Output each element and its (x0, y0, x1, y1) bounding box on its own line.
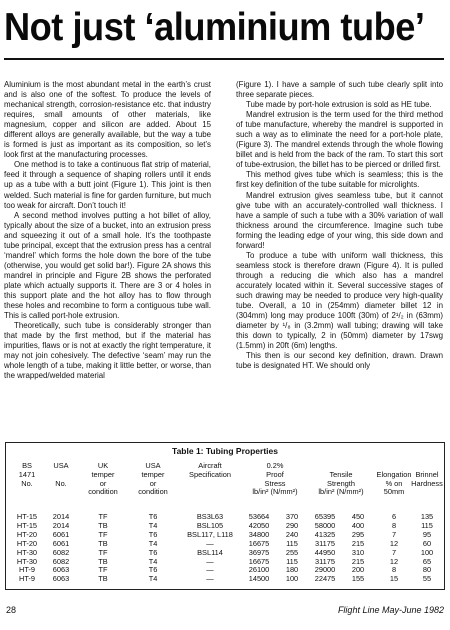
paragraph: Tube made by port-hole extrusion is sold as HE tube. (246, 100, 432, 110)
cell-tensile-lb: 22475 (314, 574, 336, 584)
cell-tensile-nmm: 155 (351, 574, 365, 584)
cell-proof-nmm: 100 (285, 574, 299, 584)
header-proof-stress: 0.2% Proof Stress lb/in² (N/mm²) (252, 461, 298, 497)
paragraph: Mandrel extrusion gives seamless tube, but it cannot give tube with an accurately-controlled wall thickness. I have a sample of such a tube with a 30% variation of wall thickness around the circumference. Imagine such tube forming the leading edge of your wing, this side down and forward! (236, 190, 443, 250)
cell-proof-nmm: 370 (285, 512, 299, 521)
header-elongation: Elongation % on 50mm (376, 469, 412, 497)
header-tensile-strength: Tensile Strength lb/in² (N/mm²) (318, 469, 364, 497)
cell-proof-nmm: 290 (285, 520, 299, 530)
cell-proof-nmm: 115 (286, 538, 298, 548)
cell-proof-lb: 26100 (248, 565, 270, 575)
cell-usa-temper: T6 (148, 529, 158, 539)
cell-proof-nmm: 255 (285, 547, 299, 557)
cell-proof-lb: 16675 (248, 538, 270, 548)
tubing-properties-table (5, 442, 445, 590)
cell-usa-no: 6082 (52, 556, 70, 566)
table-row (6, 575, 444, 584)
cell-brinnel: 135 (420, 512, 434, 521)
cell-uk-temper: TB (98, 520, 108, 530)
cell-brinnel: 55 (422, 574, 432, 584)
cell-usa-temper: T4 (148, 556, 158, 566)
cell-usa-no: 2014 (52, 520, 70, 530)
table-row (6, 513, 444, 522)
cell-proof-lb: 34800 (248, 529, 270, 539)
table-title: Table 1: Tubing Properties (172, 446, 278, 456)
cell-tensile-nmm: 215 (351, 556, 365, 566)
cell-tensile-lb: 58000 (314, 520, 336, 530)
cell-tensile-lb: 41325 (314, 529, 336, 539)
table-row (6, 549, 444, 558)
header-usa-temper: USA temper or condition (138, 461, 168, 497)
paragraph: This method gives tube which is seamless; this is the first key definition of the tube suitable for microlights. (236, 170, 443, 190)
cell-usa-temper: T6 (148, 547, 158, 557)
cell-bs-no: HT-9 (18, 574, 35, 584)
cell-bs-no: HT-30 (16, 547, 38, 557)
cell-uk-temper: TB (98, 574, 108, 584)
cell-bs-no: HT-20 (16, 538, 38, 548)
cell-proof-lb: 42050 (248, 520, 270, 530)
cell-usa-no: 6063 (52, 565, 70, 575)
cell-brinnel: 80 (422, 565, 432, 575)
paragraph: Mandrel extrusion is the term used for the third method of tube manufacture, whereby the mandrel is supported in such a way as to eliminate the need for a port-hole plate, (Figure 3). The mandrel extends through the whole flowing billet and is held from the back of the ram. To start this sort of tube-extrusion, the billet has to be pierced or drilled first. (236, 110, 443, 170)
cell-tensile-nmm: 400 (351, 520, 365, 530)
cell-tensile-nmm: 295 (351, 529, 365, 539)
paragraph: A second method involves putting a hot billet of alloy, typically about the size of a bucket, into an extrusion press and squeezing it out of a small hole. It’s the toothpaste tube principal, except that the extrusion press has a central ‘mandrel’ which forms the hole down the bore of the tube (otherwise, you would get solid bar!). Figure 2A shows this mandrel in principle and Figure 2B shows the perforated plate which actually supports it. There are 3 or 4 holes in this support plate and the hot alloy has to flow through these holes and recombine to form a contiguous tube wall. This is called port-hole extrusion. (4, 210, 211, 321)
page-number: 28 (6, 605, 17, 615)
cell-usa-no: 6061 (52, 538, 70, 548)
header-bs: BS 1471 No. (18, 461, 36, 488)
cell-proof-nmm: 180 (285, 565, 299, 575)
left-column (4, 80, 211, 381)
cell-uk-temper: TF (98, 512, 108, 521)
cell-bs-no: HT-20 (16, 529, 38, 539)
cell-aircraft-spec: BSL117, L118 (187, 529, 233, 539)
article-headline: Not just ‘aluminium tube’ (4, 6, 425, 49)
cell-tensile-nmm: 450 (351, 512, 365, 521)
cell-tensile-nmm: 200 (351, 565, 365, 575)
cell-usa-no: 2014 (52, 512, 70, 521)
cell-uk-temper: TB (98, 538, 108, 548)
cell-bs-no: HT-9 (18, 565, 35, 575)
paragraph: (Figure 1). I have a sample of such tube clearly split into three separate pieces. (236, 80, 443, 100)
cell-proof-lb: 16675 (248, 556, 270, 566)
cell-elongation: 12 (389, 538, 399, 548)
cell-elongation: 12 (389, 556, 399, 566)
header-aircraft-spec: Aircraft Specification (189, 461, 231, 479)
cell-aircraft-spec: — (206, 574, 214, 584)
cell-bs-no: HT-15 (16, 520, 38, 530)
header-uk-temper: UK temper or condition (88, 461, 118, 497)
cell-aircraft-spec: BS3L63 (196, 512, 224, 521)
cell-usa-no: 6063 (52, 574, 70, 584)
header-usa: USA No. (53, 461, 69, 488)
cell-usa-no: 6082 (52, 547, 70, 557)
cell-aircraft-spec: — (206, 556, 214, 566)
cell-elongation: 6 (391, 512, 397, 521)
cell-tensile-nmm: 310 (351, 547, 365, 557)
table-row (6, 531, 444, 540)
cell-uk-temper: TB (98, 556, 108, 566)
right-column (236, 80, 443, 371)
cell-uk-temper: TF (98, 565, 108, 575)
paragraph: This then is our second key definition, drawn. Drawn tube is designated HT. We should only (236, 351, 443, 371)
cell-tensile-lb: 29000 (314, 565, 336, 575)
paragraph: To produce a tube with uniform wall thickness, this seamless stock is therefore drawn (Figure 4). It is pulled through a reducing die which also has a mandrel accurately located within it. Several successive stages of such drawing may be needed to produce very high-quality tube. Overall, a 10 in (254mm) diameter billet 12 in (304mm) long may produce 100ft (30m) of 2¹/₂ in (63mm) diameter by ¹/₈ in (3.2mm) wall tubing; drawing will take this down to typically, 2 in (50mm) diameter by 17swg (1.5mm) in 20ft (6m) lengths. (236, 250, 443, 351)
cell-proof-nmm: 115 (286, 556, 298, 566)
cell-bs-no: HT-30 (16, 556, 38, 566)
cell-aircraft-spec: — (206, 565, 214, 575)
paragraph: Theoretically, such tube is considerably stronger than that made by the first method, but if the material has impurities, flaws or is not at exactly the right temperature, it may not join cohesively. The defective ‘seam’ may run the whole length of a tube, making it little better, or worse, than the wrapped/welded material (4, 321, 211, 381)
cell-proof-lb: 53664 (248, 512, 270, 521)
cell-brinnel: 115 (421, 520, 433, 530)
cell-usa-no: 6061 (52, 529, 70, 539)
cell-tensile-lb: 65395 (314, 512, 336, 521)
headline-rule (4, 58, 444, 60)
cell-elongation: 8 (391, 520, 397, 530)
cell-brinnel: 65 (422, 556, 432, 566)
header-brinnel: Brinnel Hardness (411, 469, 443, 488)
cell-usa-temper: T4 (148, 538, 158, 548)
cell-uk-temper: TF (98, 529, 108, 539)
cell-elongation: 15 (389, 574, 399, 584)
cell-usa-temper: T6 (148, 512, 158, 521)
cell-elongation: 7 (391, 547, 397, 557)
paragraph: One method is to take a continuous flat strip of material, feed it through a sequence of shaping rollers until it ends up as a tube with a butt joint (Figure 1). This joint is then welded. Such material is fine for garden furniture, but much too weak for aircraft. Don’t touch it! (4, 160, 211, 210)
cell-usa-temper: T6 (148, 565, 158, 575)
cell-usa-temper: T4 (148, 574, 158, 584)
cell-tensile-lb: 31175 (314, 556, 335, 566)
cell-elongation: 7 (391, 529, 397, 539)
cell-proof-lb: 36975 (248, 547, 270, 557)
cell-aircraft-spec: — (206, 538, 214, 548)
cell-brinnel: 100 (420, 547, 434, 557)
cell-brinnel: 60 (422, 538, 432, 548)
cell-tensile-nmm: 215 (351, 538, 365, 548)
cell-elongation: 8 (391, 565, 397, 575)
table-row (6, 540, 444, 549)
cell-proof-nmm: 240 (285, 529, 299, 539)
paragraph: Aluminium is the most abundant metal in the earth’s crust and is also one of the softest. To produce the levels of mechanical strength, corrosion-resistance etc. that industry requires, small amounts of other materials, like magnesium, copper and silicon are added. About 15 different alloys are generally available, but the way a tube is formed is just as important as its composition, so let’s look first at the manufacturing processes. (4, 80, 211, 160)
cell-aircraft-spec: BSL105 (196, 520, 224, 530)
cell-proof-lb: 14500 (248, 574, 270, 584)
cell-aircraft-spec: BSL114 (197, 547, 223, 557)
table-row (6, 566, 444, 575)
cell-uk-temper: TF (98, 547, 108, 557)
cell-tensile-lb: 44950 (314, 547, 336, 557)
publication-line: Flight Line May-June 1982 (337, 605, 444, 615)
cell-tensile-lb: 31175 (314, 538, 335, 548)
cell-brinnel: 95 (422, 529, 432, 539)
table-row (6, 558, 444, 567)
cell-bs-no: HT-15 (16, 512, 38, 521)
cell-usa-temper: T4 (148, 520, 158, 530)
